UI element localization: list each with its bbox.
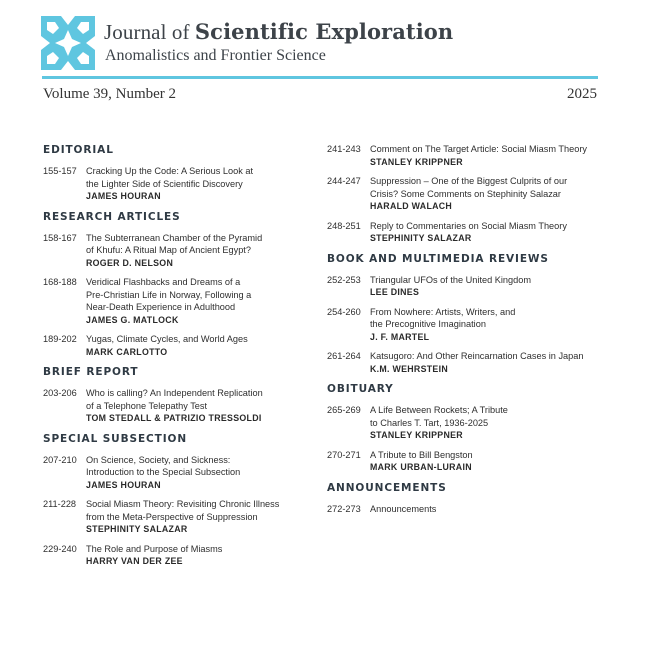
entry-author: JAMES G. MATLOCK [86,314,179,325]
entry-pages: 155-157 [43,166,77,176]
entry-author: JAMES HOURAN [86,479,161,490]
entry-title: Cracking Up the Code: A Serious Look at the Lighter Side of Scientific Discovery [86,166,254,189]
entry-title: From Nowhere: Artists, Writers, and the Precognitive Imagination [370,306,516,329]
entry-pages: 248-251 [327,220,361,231]
volume-number: Volume 39, Number 2 [43,86,177,102]
entry-pages: 241-243 [327,144,361,154]
entry-pages: 189-202 [43,334,77,344]
journal-title-strong: Scientific Exploration [194,19,454,44]
toc-entry[interactable] [43,454,303,492]
entry-title: Announcements [370,503,437,514]
entry-title: A Life Between Rockets; A Tribute to Charles T. Tart, 1936-2025 [370,405,508,428]
entry-title: Reply to Commentaries on Social Miasm Theory [370,220,567,231]
toc-entry[interactable] [327,220,607,245]
entry-pages: 261-264 [327,351,361,361]
entry-title: A Tribute to Bill Bengston [370,449,473,460]
entry-pages: 211-228 [43,499,77,509]
entry-pages: 158-167 [43,232,77,243]
entry-pages: 270-271 [327,449,361,460]
entry-pages: 272-273 [327,503,361,514]
entry-title: Suppression – One of the Biggest Culprits of our Crisis? Some Comments on Stephinity Salazar [370,176,568,199]
entry-title: Yugas, Climate Cycles, and World Ages [86,334,248,344]
section-heading-obituary: OBITUARY [327,383,394,395]
entry-author: ROGER D. NELSON [86,257,174,268]
entry-author: TOM STEDALL & PATRIZIO TRESSOLDI [86,413,262,423]
entry-author: J. F. MARTEL [370,331,430,342]
section-heading-editorial: EDITORIAL [43,144,114,156]
toc-entry[interactable] [327,306,607,344]
section-heading-research-articles: RESEARCH ARTICLES [43,210,181,223]
toc-entry[interactable] [327,503,607,516]
entry-title: The Role and Purpose of Miasms [86,543,223,554]
publication-year: 2025 [567,86,597,102]
entry-title: Who is calling? An Independent Replication of a Telephone Telepathy Test [86,388,263,411]
toc-entry[interactable] [327,404,607,442]
toc-entry[interactable] [43,543,303,568]
journal-logo-icon [41,16,95,70]
entry-pages: 244-247 [327,176,361,186]
toc-right-column [327,143,607,522]
entry-author: HARALD WALACH [370,201,453,211]
toc-entry[interactable] [43,498,303,536]
toc-entry[interactable] [43,276,303,326]
section-heading-special-subsection: SPECIAL SUBSECTION [43,432,188,445]
section-heading-announcements: ANNOUNCEMENTS [327,481,447,494]
entry-author: MARK CARLOTTO [86,346,168,357]
toc-entry[interactable] [43,165,303,203]
toc-left-column [43,143,303,575]
entry-pages: 265-269 [327,405,361,415]
toc-entry[interactable] [327,350,607,375]
entry-author: JAMES HOURAN [86,191,161,201]
journal-title-lead: Journal of [104,20,195,44]
entry-title: Veridical Flashbacks and Dreams of a Pre-Christian Life in Norway, Following a Near-Death Experience in Adulthood [86,277,252,312]
journal-title [104,19,453,45]
section-heading-brief-report: BRIEF REPORT [43,366,139,378]
entry-pages: 254-260 [327,306,361,317]
toc-entry[interactable] [327,449,607,474]
entry-pages: 168-188 [43,277,77,287]
entry-title: Social Miasm Theory: Revisiting Chronic Illness from the Meta-Perspective of Suppression [86,499,280,522]
entry-author: STEPHINITY SALAZAR [370,233,472,243]
entry-author: K.M. WEHRSTEIN [370,363,448,374]
entry-author: STANLEY KRIPPNER [370,156,463,167]
entry-author: STEPHINITY SALAZAR [86,524,188,534]
entry-author: STANLEY KRIPPNER [370,430,463,440]
entry-author: MARK URBAN-LURAIN [370,462,472,472]
toc-entry[interactable] [327,175,607,213]
entry-author: LEE DINES [370,287,420,297]
header-divider [42,76,598,79]
toc-entry[interactable] [43,232,303,270]
journal-subtitle: Anomalistics and Frontier Science [105,47,326,64]
entry-title: Triangular UFOs of the United Kingdom [370,274,532,285]
toc-entry[interactable] [327,143,607,168]
section-heading-reviews: BOOK AND MULTIMEDIA REVIEWS [327,252,549,265]
entry-title: On Science, Society, and Sickness: Introduction to the Special Subsection [86,454,241,477]
entry-pages: 203-206 [43,388,77,398]
toc-entry[interactable] [43,387,303,425]
toc-entry[interactable] [327,274,607,299]
entry-pages: 252-253 [327,274,361,285]
entry-pages: 229-240 [43,543,77,554]
entry-title: The Subterranean Chamber of the Pyramid of Khufu: A Ritual Map of Ancient Egypt? [86,232,263,255]
entry-title: Katsugoro: And Other Reincarnation Cases in Japan [370,351,584,361]
entry-pages: 207-210 [43,454,77,465]
entry-author: HARRY VAN DER ZEE [86,556,183,566]
entry-title: Comment on The Target Article: Social Miasm Theory [370,144,588,154]
toc-entry[interactable] [43,333,303,358]
journal-header [41,16,601,76]
